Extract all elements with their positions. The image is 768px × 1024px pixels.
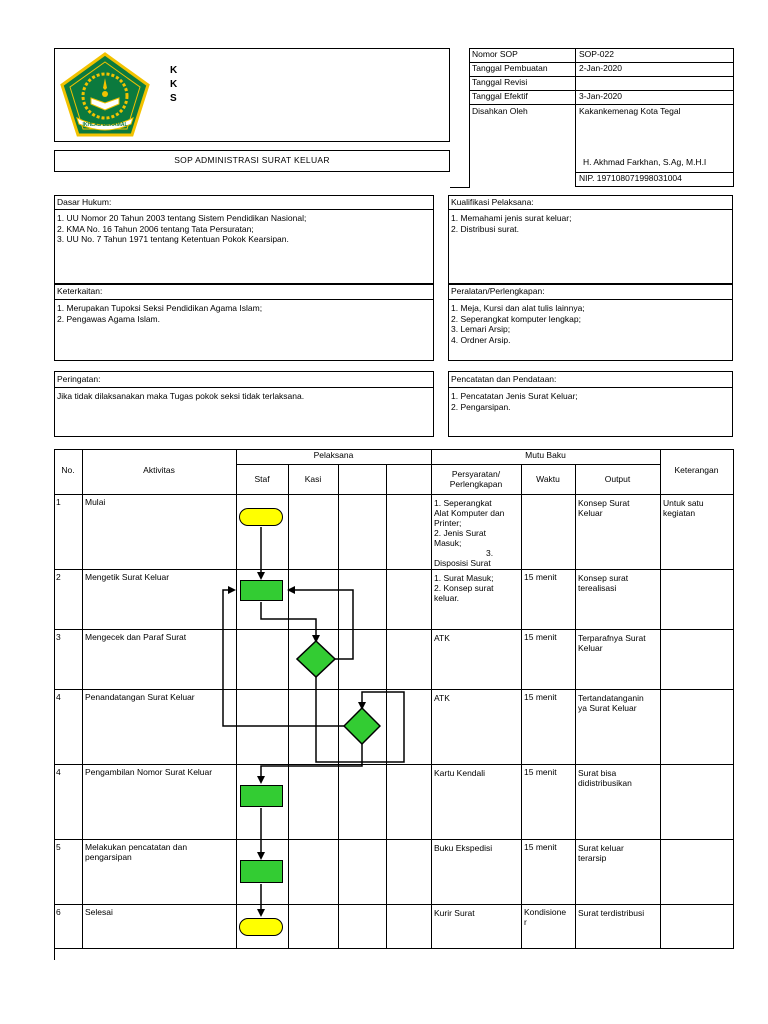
pencatatan-title: Pencatatan dan Pendataan:	[451, 374, 557, 384]
row-activity: Mengecek dan Paraf Surat	[85, 632, 187, 642]
row-persyaratan: 1. Seperangkat Alat Komputer dan Printer; 2. Jenis Surat Masuk; 3. Disposisi Surat	[434, 498, 505, 568]
process-mengetik	[240, 580, 283, 601]
row-output: Surat terdistribusi	[578, 908, 645, 918]
row-waktu: 15 menit	[524, 767, 557, 777]
svg-text:IKHLAS BERAMAL: IKHLAS BERAMAL	[82, 122, 128, 128]
header-no: No.	[61, 465, 75, 475]
row-persyaratan: Kurir Surat	[434, 908, 475, 918]
meta-label: Tanggal Pembuatan	[472, 63, 548, 73]
peralatan-list: 1. Meja, Kursi dan alat tulis lainnya; 2. Seperangkat komputer lengkap; 3. Lemari Arsip; 4. Ordner Arsip.	[451, 303, 585, 345]
row-persyaratan: 1. Surat Masuk; 2. Konsep surat keluar.	[434, 573, 494, 603]
process-ambil-nomor	[240, 785, 283, 807]
row-waktu: 15 menit	[524, 842, 557, 852]
decision-tandatangan	[343, 707, 381, 745]
row-no: 6	[56, 907, 61, 917]
header-output: Output	[604, 474, 631, 484]
meta-value: Kakankemenag Kota Tegal	[579, 106, 681, 116]
meta-label: Disahkan Oleh	[472, 106, 528, 116]
row-output: Terparafnya Surat Keluar	[578, 633, 646, 653]
row-activity: Mulai	[85, 497, 106, 507]
header-pelaksana: Pelaksana	[313, 450, 354, 460]
row-output: Surat bisa didistribusikan	[578, 768, 632, 788]
dasar-hukum-list: 1. UU Nomor 20 Tahun 2003 tentang Sistem Pendidikan Nasional; 2. KMA No. 16 Tahun 2006 tentang Tata Persuratan; 3. UU No. 7 Tahun 1971 tentang Ketentuan Pokok Kearsipan.	[57, 213, 307, 244]
row-keterangan: Untuk satu kegiatan	[663, 498, 704, 518]
row-waktu: 15 menit	[524, 572, 557, 582]
row-no: 1	[56, 497, 61, 507]
row-no: 5	[56, 842, 61, 852]
kualifikasi-title: Kualifikasi Pelaksana:	[451, 197, 534, 207]
header-keterangan: Keterangan	[674, 465, 719, 475]
signer-nip: NIP. 197108071998031004	[579, 173, 682, 183]
start-terminator	[239, 508, 283, 526]
row-activity: Selesai	[85, 907, 113, 917]
meta-value: 2-Jan-2020	[579, 63, 623, 73]
row-waktu: 15 menit	[524, 632, 557, 642]
kualifikasi-list: 1. Memahami jenis surat keluar; 2. Distribusi surat.	[451, 213, 572, 234]
row-activity: Melakukan pencatatan dan pengarsipan	[85, 842, 188, 862]
row-output: Tertandatanganin ya Surat Keluar	[578, 693, 644, 713]
peralatan-title: Peralatan/Perlengkapan:	[451, 286, 545, 296]
pencatatan-list: 1. Pencatatan Jenis Surat Keluar; 2. Pengarsipan.	[451, 391, 578, 412]
header-persyaratan: Persyaratan/ Perlengkapan	[449, 469, 503, 489]
row-output: Surat keluar terarsip	[578, 843, 624, 863]
institution-letter-2: K	[170, 79, 178, 90]
row-no: 2	[56, 572, 61, 582]
meta-value: SOP-022	[579, 49, 614, 59]
row-output: Konsep surat terealisasi	[578, 573, 629, 593]
header-aktivitas: Aktivitas	[143, 465, 175, 475]
peringatan-title: Peringatan:	[57, 374, 101, 384]
end-terminator	[239, 918, 283, 936]
row-persyaratan: ATK	[434, 633, 450, 643]
process-pencatatan	[240, 860, 283, 883]
institution-letter-1: K	[170, 65, 178, 76]
keterkaitan-title: Keterkaitan:	[57, 286, 103, 296]
header-waktu: Waktu	[536, 474, 560, 484]
row-persyaratan: Buku Ekspedisi	[434, 843, 493, 853]
decision-cek-paraf	[296, 640, 336, 678]
row-output: Konsep Surat Keluar	[578, 498, 630, 518]
row-activity: Pengambilan Nomor Surat Keluar	[85, 767, 213, 777]
header-kasi: Kasi	[304, 474, 322, 484]
keterkaitan-list: 1. Merupakan Tupoksi Seksi Pendidikan Agama Islam; 2. Pengawas Agama Islam.	[57, 303, 263, 324]
header-staf: Staf	[254, 474, 270, 484]
row-activity: Penandatangan Surat Keluar	[85, 692, 195, 702]
row-no: 4	[56, 692, 61, 702]
row-persyaratan: ATK	[434, 693, 450, 703]
signer-name: H. Akhmad Farkhan, S.Ag, M.H.I	[583, 157, 707, 167]
header-mutu-baku: Mutu Baku	[525, 450, 566, 460]
row-waktu: 15 menit	[524, 692, 557, 702]
peringatan-list: Jika tidak dilaksanakan maka Tugas pokok seksi tidak terlaksana.	[57, 391, 305, 401]
meta-value: 3-Jan-2020	[579, 91, 623, 101]
row-persyaratan: Kartu Kendali	[434, 768, 486, 778]
row-no: 4	[56, 767, 61, 777]
dasar-hukum-title: Dasar Hukum:	[57, 197, 112, 207]
meta-label: Tanggal Efektif	[472, 91, 528, 101]
sop-title: SOP ADMINISTRASI SURAT KELUAR	[174, 155, 330, 165]
row-activity: Mengetik Surat Keluar	[85, 572, 170, 582]
row-waktu: Kondisione r	[524, 907, 567, 927]
row-no: 3	[56, 632, 61, 642]
meta-label: Tanggal Revisi	[472, 77, 528, 87]
meta-label: Nomor SOP	[472, 49, 518, 59]
institution-letter-3: S	[170, 93, 177, 104]
